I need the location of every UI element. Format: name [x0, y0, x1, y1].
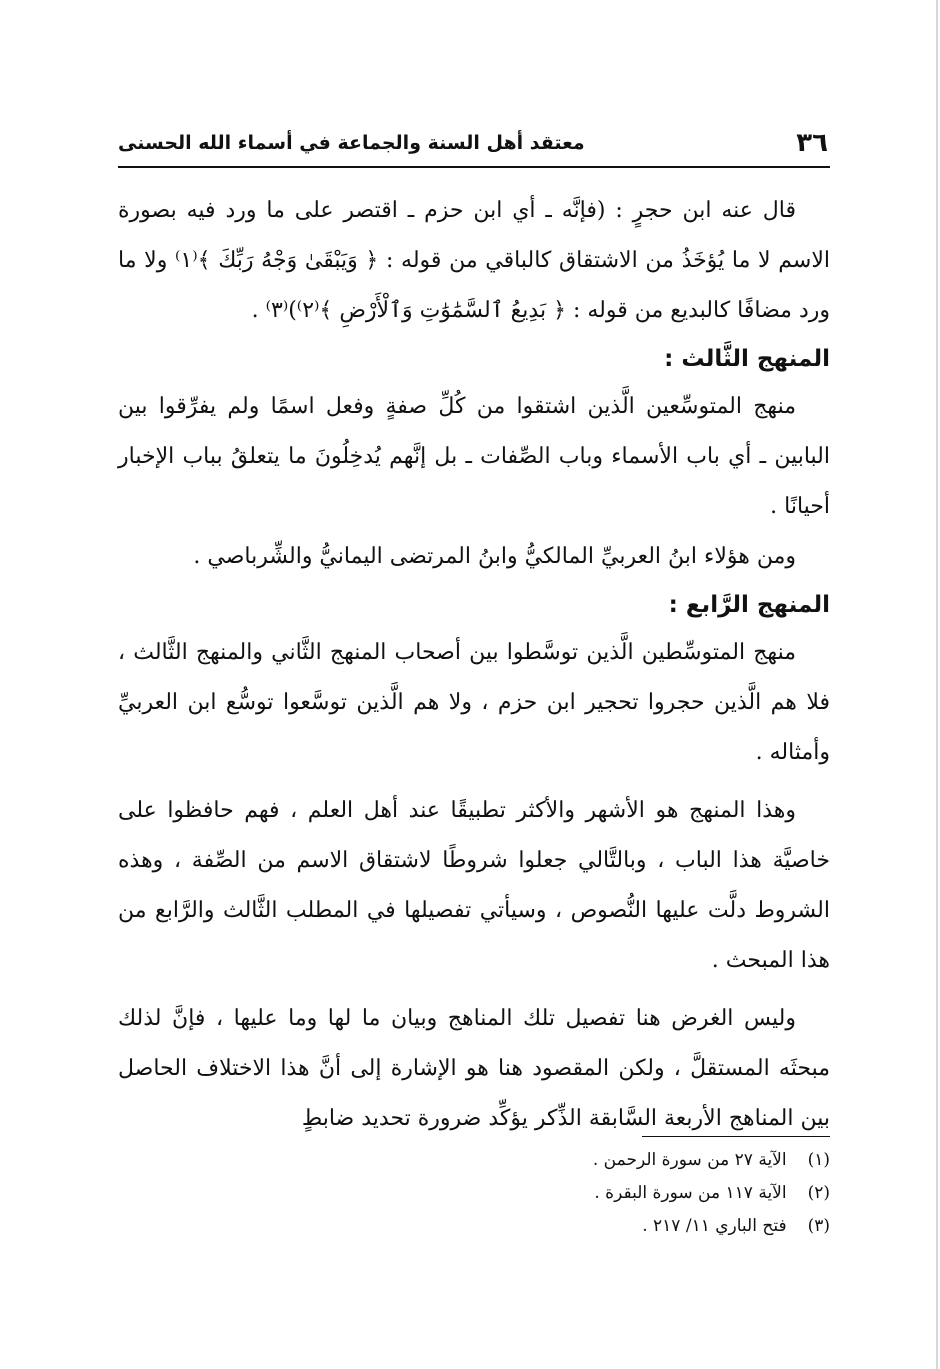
paragraph-third-method: منهج المتوسِّعين الَّذين اشتقوا من كُلِّ صفةٍ وفعل اسمًا ولم يفرِّقوا بين البابين ـ أي باب الأسماء وباب الصِّفات ـ بل إنَّهم يُدخِلُونَ ما يتعلقُ بباب الإخبار أحيانًا .: [118, 394, 830, 519]
footnotes: [400, 1144, 830, 1243]
page-header: [118, 118, 828, 158]
footnote-number: (٢): [807, 1183, 830, 1203]
header-divider: [118, 166, 830, 168]
main-text: [118, 186, 830, 1144]
paragraph-ibn-hajar-quote: قال عنه ابن حجرٍ : (فإنَّه ـ أي ابن حزم ـ اقتصر على ما ورد فيه بصورة الاسم لا ما يُؤخَذُ من الاشتقاق كالباقي من قوله : ﴿ وَيَبْقَىٰ وَجْهُ رَبِّكَ ﴾⁽١⁾ ولا ما ورد مضافًا كالبديع من قوله : ﴿ بَدِيعُ ٱلسَّمَٰوَٰتِ وَٱلْأَرْضِ ﴾⁽٢⁾)⁽٣⁾ .: [118, 198, 830, 323]
paragraph-purpose: وليس الغرض هنا تفصيل تلك المناهج وبيان ما لها وما عليها ، فإنَّ لذلك مبحثَه المستقلَّ ، ولكن المقصود هنا هو الإشارة إلى أنَّ هذا الاختلاف الحاصل بين المناهج الأربعة السَّابقة الذِّكر يؤكِّد ضرورة تحديد ضابطٍ: [118, 1006, 830, 1131]
footnote-text: فتح الباري ١١/ ٢١٧ .: [642, 1216, 787, 1236]
footnote-text: الآية ٢٧ من سورة الرحمن .: [592, 1150, 787, 1170]
footnote-divider: [642, 1136, 830, 1137]
scan-edge-line: [936, 0, 938, 1369]
page-number: ٣٦: [796, 128, 828, 158]
paragraph-most-common-method: وهذا المنهج هو الأشهر والأكثر تطبيقًا عند أهل العلم ، فهم حافظوا على خاصيَّة هذا الباب ، وبالتَّالي جعلوا شروطًا لاشتقاق الاسم من الصِّفة ، وهذه الشروط دلَّت عليها النُّصوص ، وسيأتي تفصيلها في المطلب الثَّالث والرَّابع من هذا المبحث .: [118, 798, 830, 973]
heading-fourth-method: المنهج الرَّابع :: [668, 592, 830, 618]
paragraph-fourth-method: منهج المتوسِّطين الَّذين توسَّطوا بين أصحاب المنهج الثَّاني والمنهج الثَّالث ، فلا هم الَّذين حجروا تحجير ابن حزم ، ولا هم الَّذين توسَّعوا توسُّع ابن العربيِّ وأمثاله .: [118, 640, 830, 765]
footnote-text: الآية ١١٧ من سورة البقرة .: [594, 1183, 787, 1203]
footnote-1: [400, 1144, 830, 1177]
paragraph-third-method-scholars: ومن هؤلاء ابنُ العربيِّ المالكيُّ وابنُ المرتضى اليمانيُّ والشِّرباصي .: [193, 544, 796, 569]
footnote-2: [400, 1177, 830, 1210]
footnote-number: (١): [807, 1150, 830, 1170]
heading-third-method: المنهج الثَّالث :: [664, 346, 830, 372]
running-title: معتقد أهل السنة والجماعة في أسماء الله الحسنى: [118, 132, 585, 154]
footnote-number: (٣): [807, 1216, 830, 1236]
footnote-3: [400, 1210, 830, 1243]
